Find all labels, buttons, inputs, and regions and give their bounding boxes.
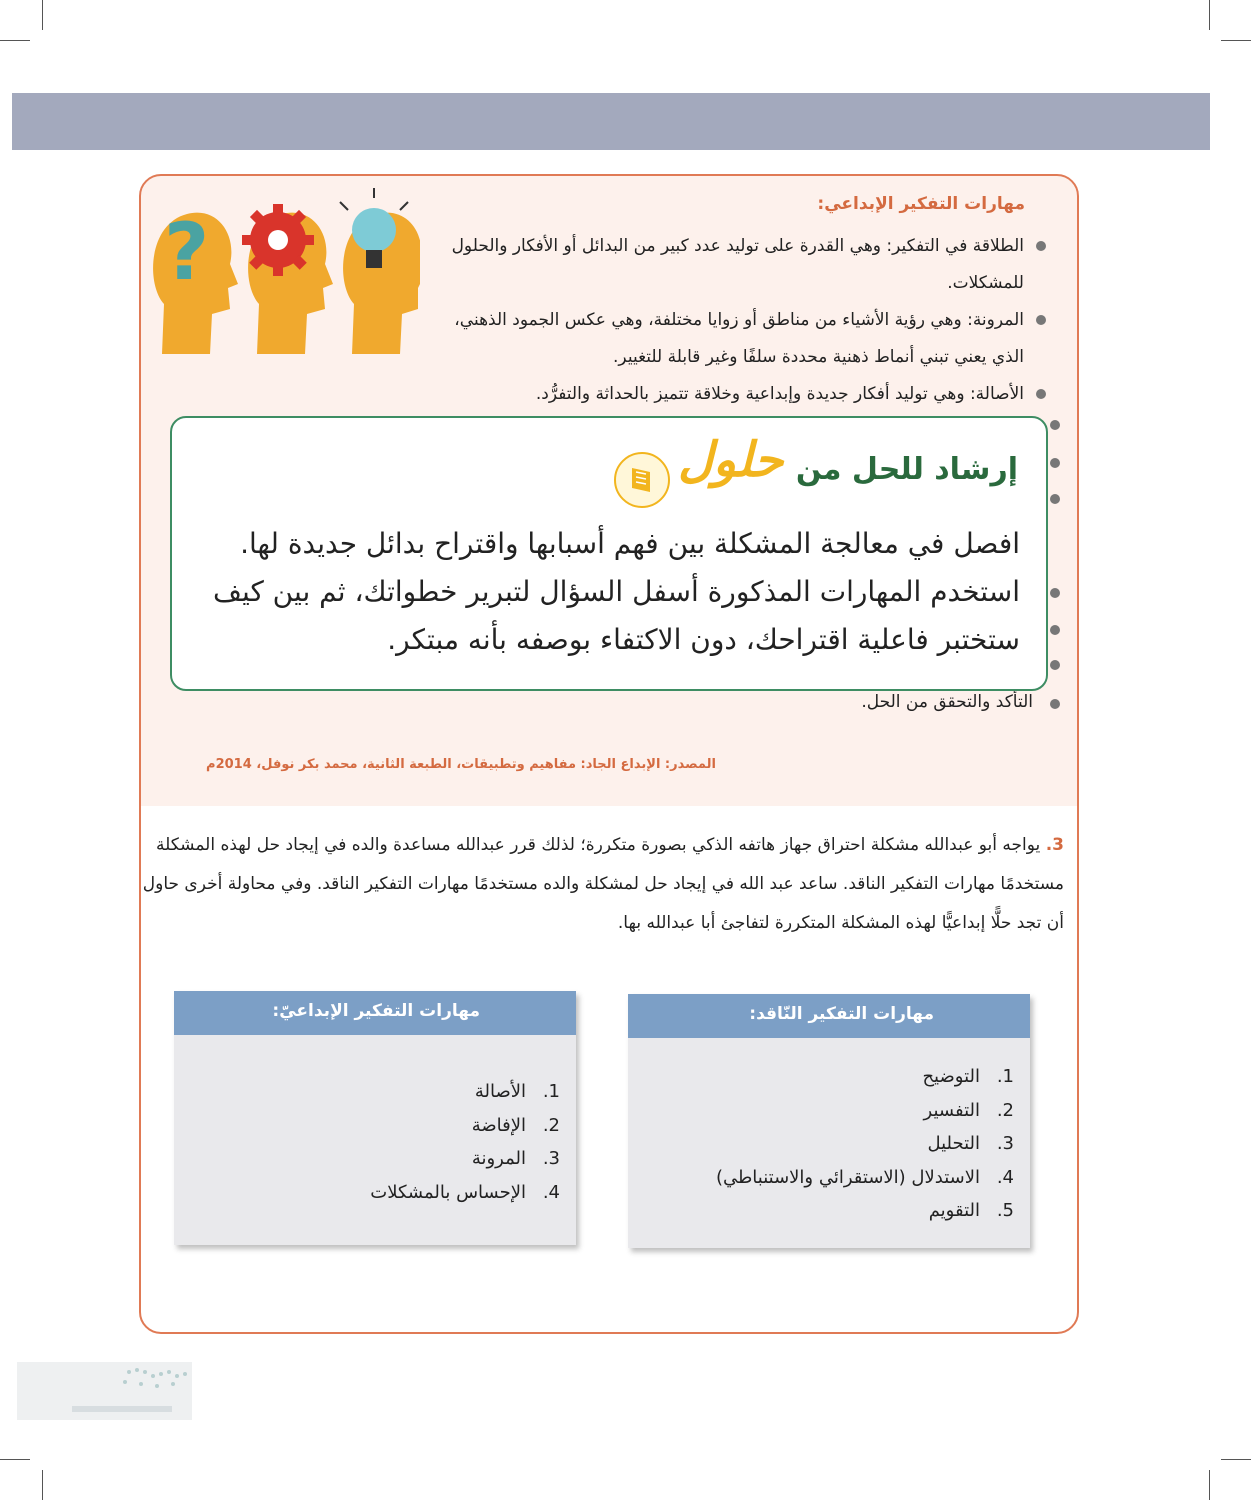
question-text: يواجه أبو عبدالله مشكلة احتراق جهاز هاتفه الذكي بصورة متكررة؛ لذلك قرر عبدالله مساعدة والده في إيجاد حل لهذه المشكلة مستخدمًا مهارات التفكير الناقد. ساعد عبد الله في إيجاد حل لمشكلة والده مستخدمًا مهارات التفكير الناقد. وفي محاولة أخرى حاول أن تجد حلًّا إبداعيًّا لهذه المشكلة المتكررة لتفاجئ أبا عبدالله بها. (142, 835, 1064, 933)
ministry-logo (17, 1362, 192, 1420)
crop-mark (1209, 0, 1210, 30)
hint-title: إرشاد للحل من (795, 452, 1018, 487)
list-item: المرونة: وهي رؤية الأشياء من مناطق أو زوايا مختلفة، وهي عكس الجمود الذهني، الذي يعني تبني أنماط ذهنية محددة سلفًا وغير قابلة للتغيير. (420, 302, 1050, 376)
critical-thinking-card (628, 994, 1030, 1248)
bullet-dot (1050, 494, 1060, 504)
gear-icon (242, 204, 314, 276)
crop-mark (1221, 1459, 1251, 1460)
list-item: الطلاقة في التفكير: وهي القدرة على توليد عدد كبير من البدائل أو الأفكار والحلول للمشكلات. (420, 228, 1050, 302)
list-item: 4.الاستدلال (الاستقرائي والاستنباطي) (715, 1166, 1014, 1188)
thinking-heads-illustration (142, 184, 420, 354)
creative-thinking-card (174, 991, 576, 1245)
list-item: 5.التقويم (928, 1200, 1014, 1221)
hulul-logo-text: حلول (678, 432, 784, 488)
bullet-dot (1050, 660, 1060, 670)
question-3 (140, 826, 1064, 943)
crop-mark (1209, 1470, 1210, 1500)
bullet-dot (1050, 420, 1060, 430)
list-item: 2.الإفاضة (471, 1114, 560, 1136)
card-title: مهارات التفكير الإبداعيّ: (174, 991, 576, 1035)
list-item: 1.التوضيح (922, 1066, 1014, 1087)
creative-skills-heading: مهارات التفكير الإبداعي: (817, 194, 1025, 214)
crop-mark (0, 40, 30, 41)
creative-skills-list (420, 228, 1050, 413)
crop-mark (1221, 40, 1251, 41)
page-header-bar (12, 93, 1210, 150)
question-number: 3. (1045, 835, 1064, 855)
crop-mark (42, 0, 43, 30)
list-item: 3.التحليل (927, 1133, 1014, 1154)
bullet-dot (1050, 625, 1060, 635)
bullet-dot (1050, 699, 1060, 709)
list-item: 2.التفسير (923, 1099, 1014, 1121)
source-citation: المصدر: الإبداع الجاد: مفاهيم وتطبيقات، الطبعة الثانية، محمد بكر نوفل، 2014م (206, 757, 716, 772)
list-item: التأكد والتحقق من الحل. (861, 692, 1033, 712)
card-title: مهارات التفكير النّاقد: (628, 994, 1030, 1038)
hulul-logo-icon (614, 452, 670, 508)
crop-mark (42, 1470, 43, 1500)
hint-box (170, 416, 1048, 691)
svg-text:?: ? (164, 208, 210, 298)
hint-body: افصل في معالجة المشكلة بين فهم أسبابها واقتراح بدائل جديدة لها. استخدم المهارات المذكورة أسفل السؤال لتبرير خطواتك، ثم بين كيف ستختبر فاعلية اقتراحك، دون الاكتفاء بوصفه بأنه مبتكر. (213, 527, 1020, 656)
list-item: الأصالة: وهي توليد أفكار جديدة وإبداعية وخلاقة تتميز بالحداثة والتفرُّد. (420, 376, 1050, 413)
bullet-dot (1050, 458, 1060, 468)
list-item: 1.الأصالة (474, 1081, 560, 1102)
list-item: 3.المرونة (471, 1148, 560, 1169)
list-item: 4.الإحساس بالمشكلات (370, 1181, 560, 1203)
crop-mark (0, 1459, 30, 1460)
bullet-dot (1050, 588, 1060, 598)
